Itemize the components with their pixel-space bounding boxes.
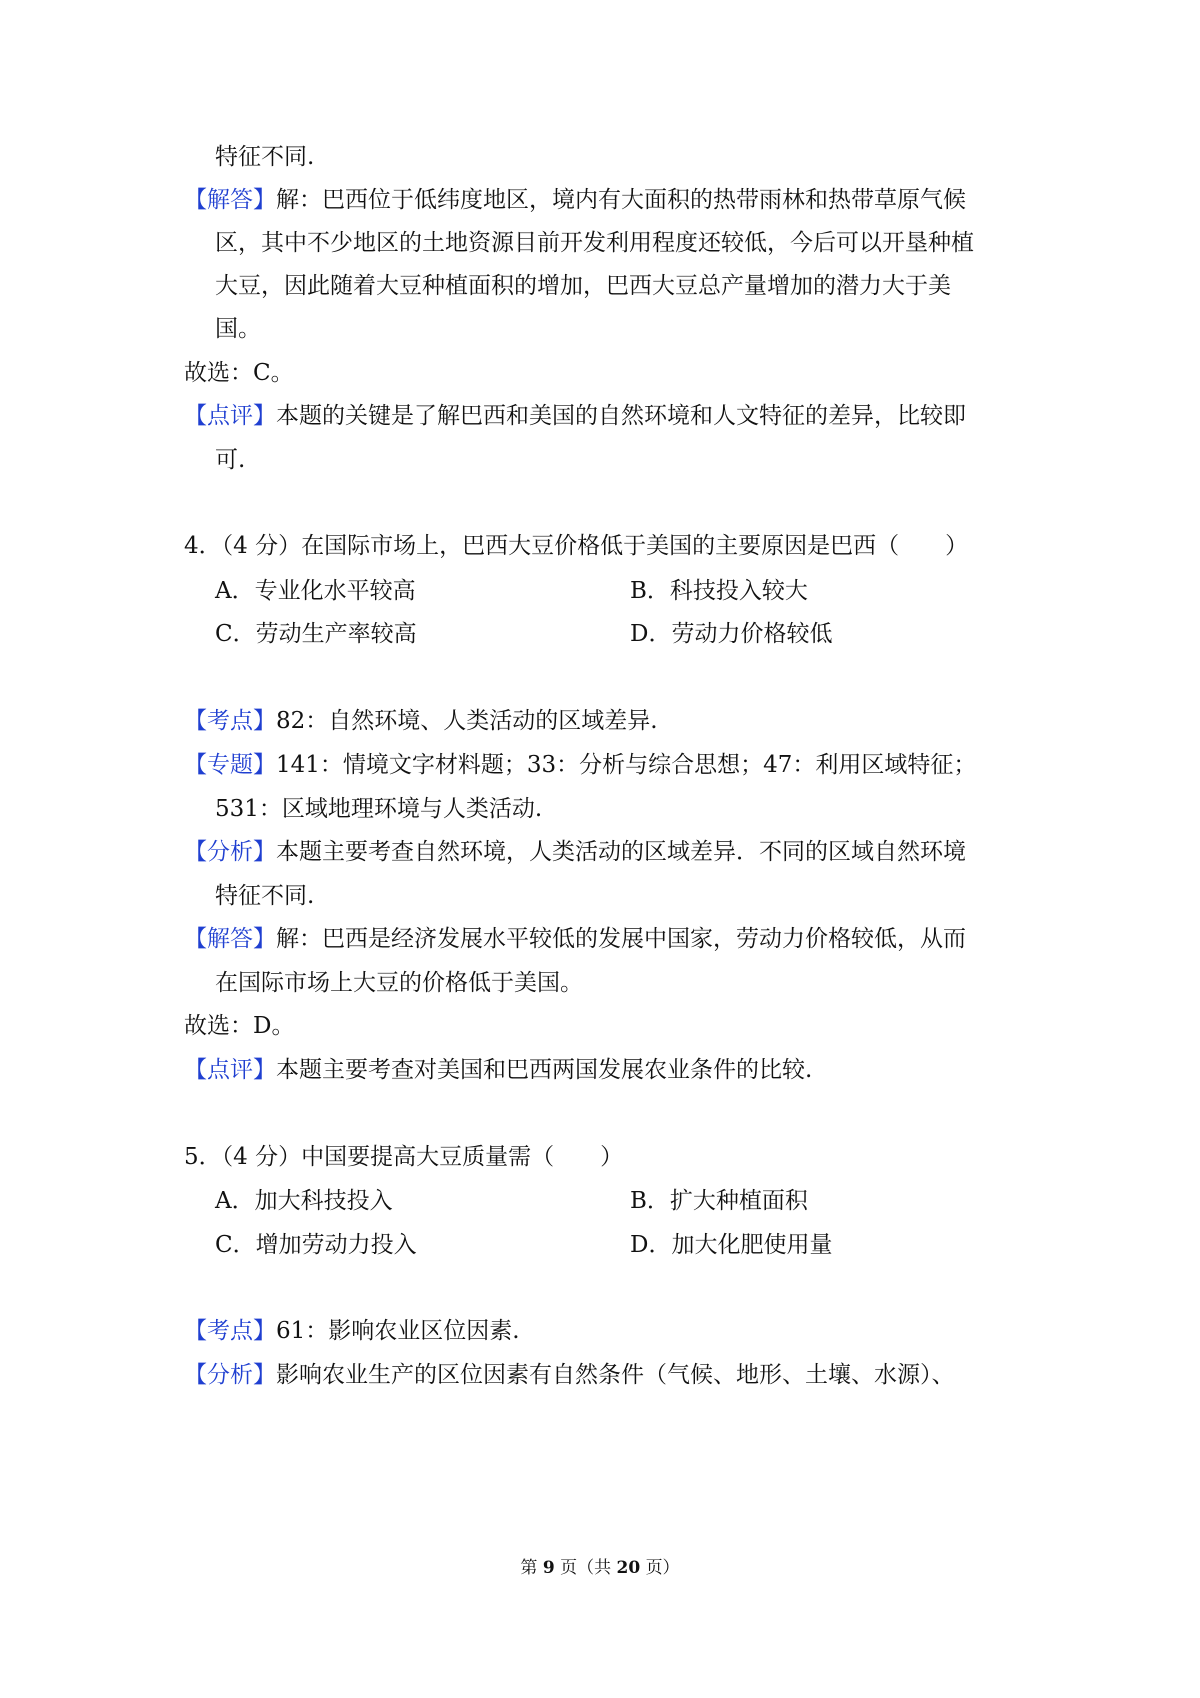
q4-choice: 故选：D。: [184, 1013, 295, 1039]
q4-fenxi-line-1: 【分析】本题主要考查自然环境，人类活动的区域差异．不同的区域自然环境: [184, 839, 966, 865]
q4-zhuanti-tag: 【专题】: [184, 752, 276, 778]
q4-option-a: A．专业化水平较高: [215, 578, 416, 604]
q4-jieda-tag: 【解答】: [184, 926, 276, 952]
q4-jieda-line-1: 【解答】解：巴西是经济发展水平较低的发展中国家，劳动力价格较低，从而: [184, 926, 966, 952]
q4-kaodian-tag: 【考点】: [184, 708, 276, 734]
comment-line-2: 可.: [215, 447, 246, 473]
q4-zhuanti-line-1: 【专题】141：情境文字材料题；33：分析与综合思想；47：利用区域特征；: [184, 752, 977, 778]
q4-option-b: B．科技投入较大: [630, 578, 808, 604]
q5-kaodian-tag: 【考点】: [184, 1318, 276, 1344]
page-total: 20: [616, 1558, 641, 1578]
q4-fenxi-tag: 【分析】: [184, 839, 276, 865]
q5-fenxi: 【分析】影响农业生产的区位因素有自然条件（气候、地形、土壤、水源）、: [184, 1362, 955, 1388]
q4-kaodian: 【考点】82：自然环境、人类活动的区域差异.: [184, 708, 658, 734]
comment-tag: 【点评】: [184, 403, 276, 429]
q4-fenxi-line-2: 特征不同.: [215, 883, 315, 909]
q4-dianping-tag: 【点评】: [184, 1057, 276, 1083]
q5-kaodian: 【考点】61：影响农业区位因素.: [184, 1318, 520, 1344]
answer-line-4: 国。: [215, 316, 261, 342]
q5-stem: 5．（4 分）中国要提高大豆质量需（ ）: [184, 1144, 624, 1170]
q5-option-a: A．加大科技投入: [215, 1188, 393, 1214]
q4-option-d: D．劳动力价格较低: [630, 621, 833, 647]
q4-dianping: 【点评】本题主要考查对美国和巴西两国发展农业条件的比较.: [184, 1057, 813, 1083]
q4-option-c: C．劳动生产率较高: [215, 621, 417, 647]
q4-stem: 4．（4 分）在国际市场上，巴西大豆价格低于美国的主要原因是巴西（ ）: [184, 533, 969, 559]
analysis-continuation: 特征不同.: [215, 144, 315, 170]
answer-tag: 【解答】: [184, 187, 276, 213]
answer-line-1: 【解答】解：巴西位于低纬度地区，境内有大面积的热带雨林和热带草原气候: [184, 187, 966, 213]
answer-line-3: 大豆，因此随着大豆种植面积的增加，巴西大豆总产量增加的潜力大于美: [215, 273, 951, 299]
comment-line-1: 【点评】本题的关键是了解巴西和美国的自然环境和人文特征的差异，比较即: [184, 403, 966, 429]
q4-zhuanti-line-2: 531：区域地理环境与人类活动.: [215, 796, 543, 822]
q5-option-b: B．扩大种植面积: [630, 1188, 808, 1214]
q5-option-d: D．加大化肥使用量: [630, 1232, 833, 1258]
answer-line-2: 区，其中不少地区的土地资源目前开发利用程度还较低，今后可以开垦种植: [215, 230, 974, 256]
page-number: 9: [542, 1558, 555, 1578]
q5-option-c: C．增加劳动力投入: [215, 1232, 417, 1258]
q4-jieda-line-2: 在国际市场上大豆的价格低于美国。: [215, 970, 583, 996]
q5-fenxi-tag: 【分析】: [184, 1362, 276, 1388]
choice-line: 故选：C。: [184, 360, 294, 386]
page-footer: 第 9 页（共 20 页）: [520, 1558, 680, 1578]
